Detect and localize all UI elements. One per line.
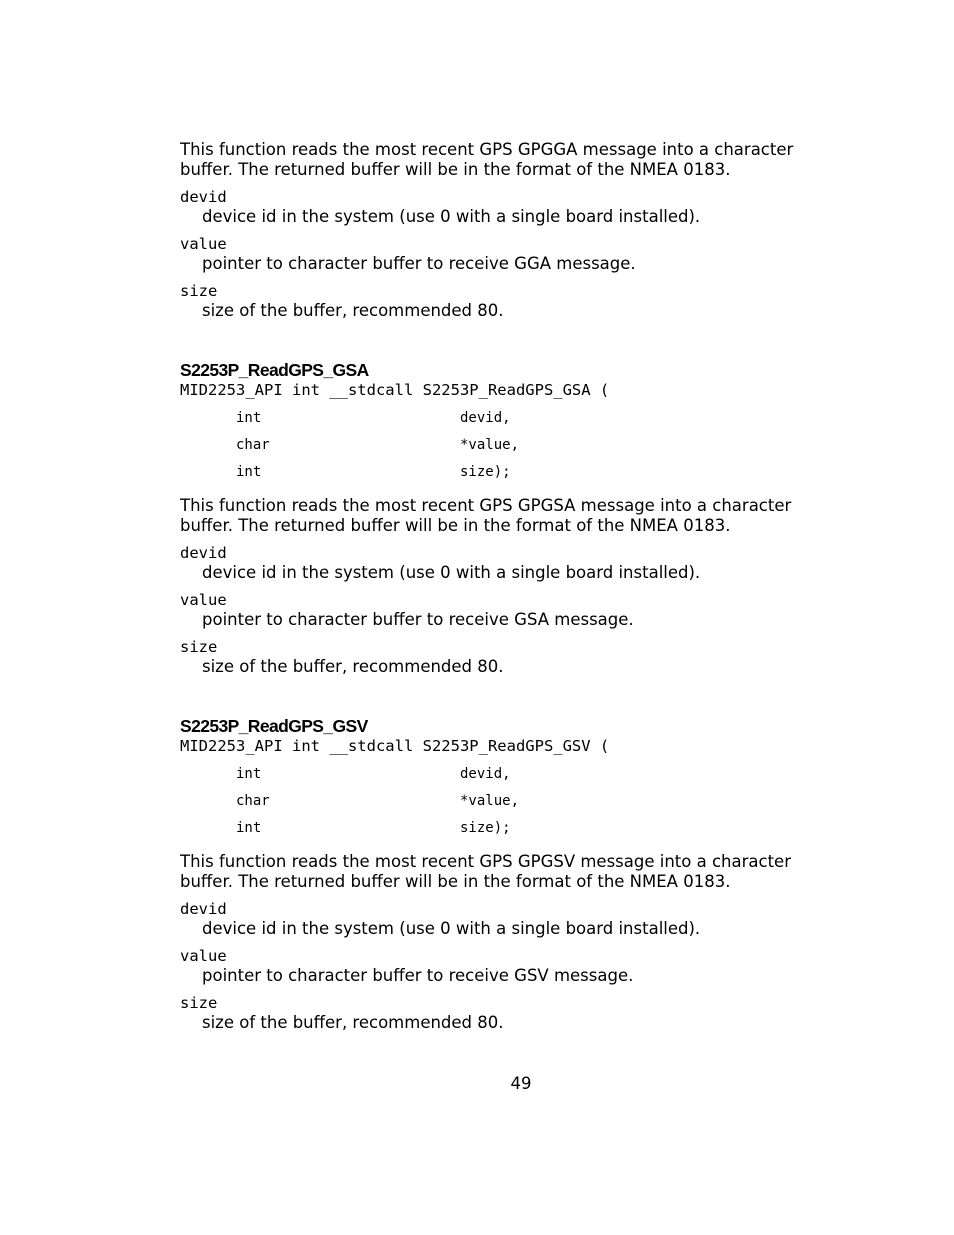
- param-description: device id in the system (use 0 with a single board installed).: [202, 563, 701, 582]
- gsa-section: [180, 359, 840, 677]
- param-description: size of the buffer, recommended 80.: [202, 301, 504, 320]
- gsa-param-devid: [180, 543, 840, 583]
- argument-row: [180, 432, 840, 459]
- param-name: devid: [180, 544, 227, 562]
- param-description: pointer to character buffer to receive GGA message.: [202, 254, 636, 273]
- gsa-description-line-1: This function reads the most recent GPS GPGSA message into a character: [180, 496, 792, 515]
- gsv-description: [180, 852, 840, 892]
- gsv-description-line-1: This function reads the most recent GPS GPGSV message into a character: [180, 852, 791, 871]
- param-description: size of the buffer, recommended 80.: [202, 1013, 504, 1032]
- argument-row: [180, 405, 840, 432]
- param-name: value: [180, 235, 227, 253]
- argument-row: [180, 459, 840, 486]
- param-name: devid: [180, 188, 227, 206]
- gsa-description-line-2: buffer. The returned buffer will be in the format of the NMEA 0183.: [180, 516, 731, 535]
- param-name: value: [180, 591, 227, 609]
- gsv-param-size: [180, 993, 840, 1033]
- param-name: size: [180, 282, 218, 300]
- page-number: 49: [510, 1074, 532, 1093]
- gga-param-value: [180, 234, 840, 274]
- argument-name: size);: [460, 464, 511, 480]
- param-name: size: [180, 638, 218, 656]
- argument-type: int: [236, 820, 262, 836]
- param-description: pointer to character buffer to receive GSV message.: [202, 966, 634, 985]
- gsv-argument-list: [180, 761, 840, 842]
- gsa-param-size: [180, 637, 840, 677]
- gga-param-devid: [180, 187, 840, 227]
- gsa-function-title: S2253P_ReadGPS_GSA: [180, 360, 369, 380]
- param-description: device id in the system (use 0 with a single board installed).: [202, 207, 701, 226]
- param-name: value: [180, 947, 227, 965]
- gga-param-size: [180, 281, 840, 321]
- argument-name: *value,: [460, 793, 520, 809]
- param-description: pointer to character buffer to receive GSA message.: [202, 610, 634, 629]
- param-description: size of the buffer, recommended 80.: [202, 657, 504, 676]
- argument-row: [180, 761, 840, 788]
- param-name: size: [180, 994, 218, 1012]
- gsv-section: [180, 715, 840, 1033]
- gga-description-line-2: buffer. The returned buffer will be in the format of the NMEA 0183.: [180, 160, 731, 179]
- argument-name: *value,: [460, 437, 520, 453]
- gsv-description-line-2: buffer. The returned buffer will be in the format of the NMEA 0183.: [180, 872, 731, 891]
- gsv-function-signature: MID2253_API int __stdcall S2253P_ReadGPS_GSV (: [180, 737, 610, 755]
- argument-type: int: [236, 410, 262, 426]
- argument-type: int: [236, 464, 262, 480]
- document-page: [180, 140, 840, 1033]
- argument-row: [180, 788, 840, 815]
- argument-name: devid,: [460, 766, 511, 782]
- gga-description: [180, 140, 840, 180]
- param-name: devid: [180, 900, 227, 918]
- gsv-function-title: S2253P_ReadGPS_GSV: [180, 716, 368, 736]
- argument-type: char: [236, 437, 270, 453]
- argument-row: [180, 815, 840, 842]
- argument-type: int: [236, 766, 262, 782]
- gga-section: [180, 140, 840, 321]
- argument-name: devid,: [460, 410, 511, 426]
- param-description: device id in the system (use 0 with a single board installed).: [202, 919, 701, 938]
- argument-name: size);: [460, 820, 511, 836]
- gsv-param-devid: [180, 899, 840, 939]
- argument-type: char: [236, 793, 270, 809]
- gsa-argument-list: [180, 405, 840, 486]
- gsv-param-value: [180, 946, 840, 986]
- gsa-description: [180, 496, 840, 536]
- gsa-param-value: [180, 590, 840, 630]
- gsa-function-signature: MID2253_API int __stdcall S2253P_ReadGPS_GSA (: [180, 381, 610, 399]
- gga-description-line-1: This function reads the most recent GPS GPGGA message into a character: [180, 140, 794, 159]
